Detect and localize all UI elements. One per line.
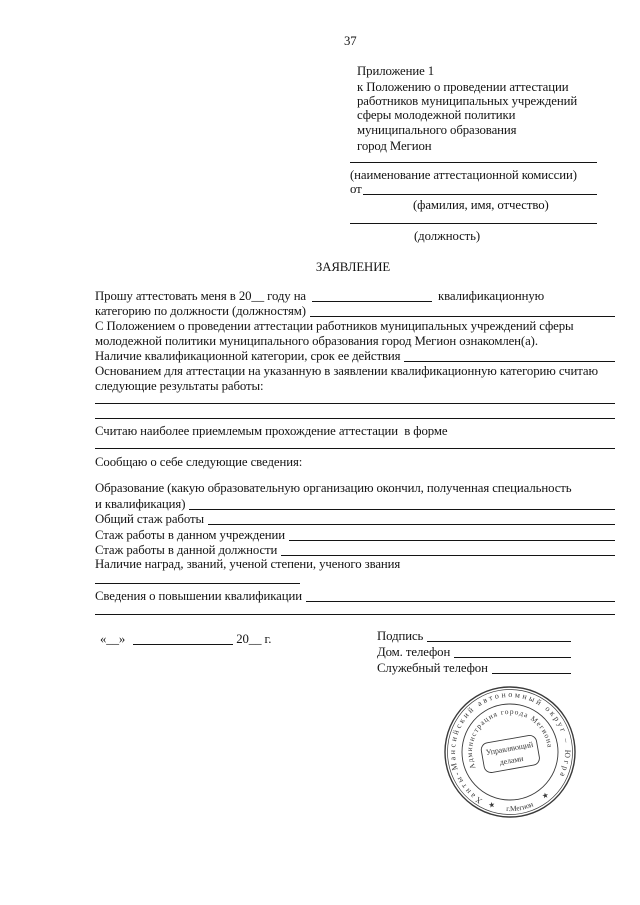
form-preference-blank (95, 448, 615, 449)
category-blank (312, 301, 432, 302)
education-text: Образование (какую образовательную организацию окончил, полученная специальность (95, 481, 572, 495)
grounds-text: следующие результаты работы: (95, 379, 264, 393)
about-self-text: Сообщаю о себе следующие сведения: (95, 455, 303, 469)
about-self-row (95, 455, 615, 470)
acquainted-line (95, 334, 615, 349)
signature-blank (427, 641, 571, 642)
work-phone-label: Служебный телефон (377, 661, 488, 675)
current-category-blank (404, 361, 615, 362)
appendix-line: работников муниципальных учреждений (357, 94, 578, 108)
current-category-row (95, 349, 615, 364)
institution-experience-row (95, 528, 615, 543)
form-preference-row (95, 424, 615, 439)
appendix-line: к Положению о проведении аттестации (357, 80, 569, 94)
commission-name-caption: (наименование аттестационной комиссии) (350, 168, 577, 182)
signature-row (377, 629, 571, 644)
total-experience-blank (208, 524, 615, 525)
from-row (350, 182, 597, 197)
date-month-blank (133, 644, 233, 645)
applicant-name-caption: (фамилия, имя, отчество) (413, 198, 549, 212)
form-preference-text: Считаю наиболее приемлемым прохождение аттестации в форме (95, 424, 448, 438)
training-row (95, 589, 615, 604)
training-label: Сведения о повышении квалификации (95, 589, 302, 603)
stamp-bottom-text-path: г.Мегион (506, 799, 535, 814)
appendix-line: сферы молодежной политики (357, 108, 516, 122)
education-line (95, 481, 615, 496)
appendix-line: город Мегион (357, 139, 432, 153)
from-label: от (350, 182, 362, 196)
training-blank (306, 601, 615, 602)
results-blank-line (95, 418, 615, 419)
stamp-star-icon (542, 792, 549, 798)
awards-blank (95, 583, 300, 584)
request-row (95, 289, 615, 304)
applicant-name-blank (363, 194, 597, 195)
awards-row (95, 557, 615, 572)
home-phone-row (377, 645, 571, 660)
total-experience-row (95, 512, 615, 527)
position-blank (310, 316, 615, 317)
grounds-line (95, 364, 615, 379)
request-text: Прошу аттестовать меня в 20__ году на (95, 289, 307, 303)
acquainted-line (95, 319, 615, 334)
acquainted-text: молодежной политики муниципального образования город Мегион ознакомлен(а). (95, 334, 538, 348)
grounds-text: Основанием для аттестации на указанную в заявлении квалификационную категорию считаю (95, 364, 598, 378)
position-row (95, 304, 615, 319)
signature-label: Подпись (377, 629, 424, 643)
commission-name-blank (350, 162, 597, 163)
official-stamp (440, 682, 580, 822)
work-phone-row (377, 661, 571, 676)
education-label: и квалификация) (95, 497, 186, 511)
training-blank-line (95, 614, 615, 615)
position-experience-label: Стаж работы в данной должности (95, 543, 278, 557)
appendix-line: муниципального образования (357, 123, 517, 137)
appendix-title: Приложение 1 (357, 64, 435, 78)
institution-experience-blank (289, 540, 615, 541)
education-blank (189, 509, 615, 510)
total-experience-label: Общий стаж работы (95, 512, 204, 526)
stamp-star-icon (488, 802, 495, 808)
stamp-outer-text-path: Ханты-Мансийский автономный округ – Югра (447, 689, 573, 806)
institution-experience-label: Стаж работы в данном учреждении (95, 528, 286, 542)
education-row (95, 497, 615, 512)
applicant-position-blank (350, 223, 597, 224)
document-title: ЗАЯВЛЕНИЕ (315, 260, 391, 274)
work-phone-blank (492, 673, 571, 674)
stamp-bottom-text (505, 799, 535, 814)
results-blank-line (95, 403, 615, 404)
date-year: 20__ г. (236, 632, 272, 646)
date-row (100, 632, 280, 647)
current-category-label: Наличие квалификационной категории, срок ее действия (95, 349, 401, 363)
date-day: «__» (100, 632, 126, 646)
applicant-position-caption: (должность) (414, 229, 481, 243)
stamp-inner-text-path: Администрация города Мегиона (464, 706, 555, 771)
request-suffix: квалификационную (438, 289, 545, 303)
position-experience-blank (281, 555, 615, 556)
awards-label: Наличие наград, званий, ученой степени, ученого звания (95, 557, 401, 571)
stamp-center-line: делами (498, 753, 525, 767)
acquainted-text: С Положением о проведении аттестации работников муниципальных учреждений сферы (95, 319, 574, 333)
home-phone-blank (454, 657, 571, 658)
grounds-line (95, 379, 615, 394)
page-number: 37 (344, 34, 357, 48)
position-label: категорию по должности (должностям) (95, 304, 306, 318)
position-experience-row (95, 543, 615, 558)
stamp-center-line: Управляющий (485, 739, 534, 758)
home-phone-label: Дом. телефон (377, 645, 451, 659)
